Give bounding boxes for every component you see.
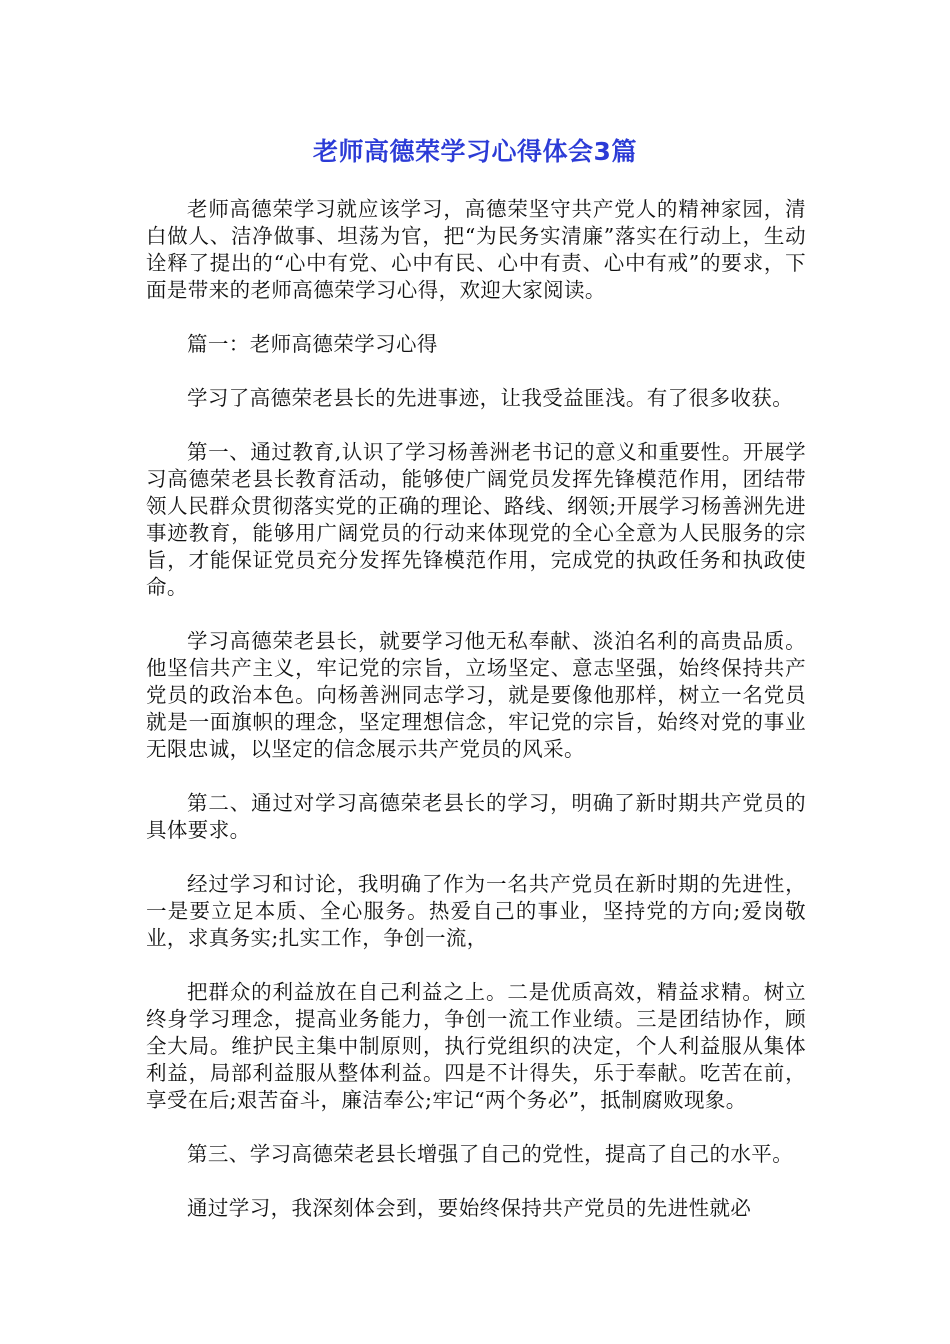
document-title: 老师高德荣学习心得体会3篇: [313, 137, 637, 166]
body-paragraph: 把群众的利益放在自己利益之上。二是优质高效，精益求精。树立终身学习理念，提高业务能力，争创一流工作业绩。三是团结协作，顾全大局。维护民主集中制原则，执行党组织的决定，个人利益服从集体利益，局部利益服从整体利益。四是不计得失，乐于奉献。吃苦在前，享受在后;艰苦奋斗，廉洁奉公;牢记“两个务必”，抵制腐败现象。: [146, 980, 806, 1112]
document-body: [146, 196, 806, 1249]
body-paragraph: 第二、通过对学习高德荣老县长的学习，明确了新时期共产党员的具体要求。: [146, 791, 806, 842]
body-paragraph: 经过学习和讨论，我明确了作为一名共产党员在新时期的先进性，一是要立足本质、全心服务。热爱自己的事业，坚持党的方向;爱岗敬业，求真务实;扎实工作，争创一流，: [146, 872, 806, 950]
body-paragraph: 第三、学习高德荣老县长增强了自己的党性，提高了自己的水平。: [187, 1142, 794, 1166]
body-paragraph: 第一、通过教育,认识了学习杨善洲老书记的意义和重要性。开展学习高德荣老县长教育活动，能够使广阔党员发挥先锋模范作用，团结带领人民群众贯彻落实党的正确的理论、路线、纲领;开展学习杨善洲先进事迹教育，能够用广阔党员的行动来体现党的全心全意为人民服务的宗旨，才能保证党员充分发挥先锋模范作用，完成党的执政任务和执政使命。: [146, 440, 806, 599]
section-heading: 篇一：老师高德荣学习心得: [187, 332, 438, 356]
body-paragraph: 学习了高德荣老县长的先进事迹，让我受益匪浅。有了很多收获。: [187, 386, 794, 410]
body-paragraph: 通过学习，我深刻体会到，要始终保持共产党员的先进性就必: [187, 1196, 752, 1220]
body-paragraph: 学习高德荣老县长，就要学习他无私奉献、淡泊名利的高贵品质。他坚信共产主义，牢记党的宗旨，立场坚定、意志坚强，始终保持共产党员的政治本色。向杨善洲同志学习，就是要像他那样，树立一名党员就是一面旗帜的理念，坚定理想信念，牢记党的宗旨，始终对党的事业无限忠诚，以坚定的信念展示共产党员的风采。: [146, 629, 806, 761]
intro-paragraph: 老师高德荣学习就应该学习，高德荣坚守共产党人的精神家园，清白做人、洁净做事、坦荡为官，把“为民务实清廉”落实在行动上，生动诠释了提出的“心中有党、心中有民、心中有责、心中有戒”的要求，下面是带来的老师高德荣学习心得，欢迎大家阅读。: [146, 197, 806, 302]
